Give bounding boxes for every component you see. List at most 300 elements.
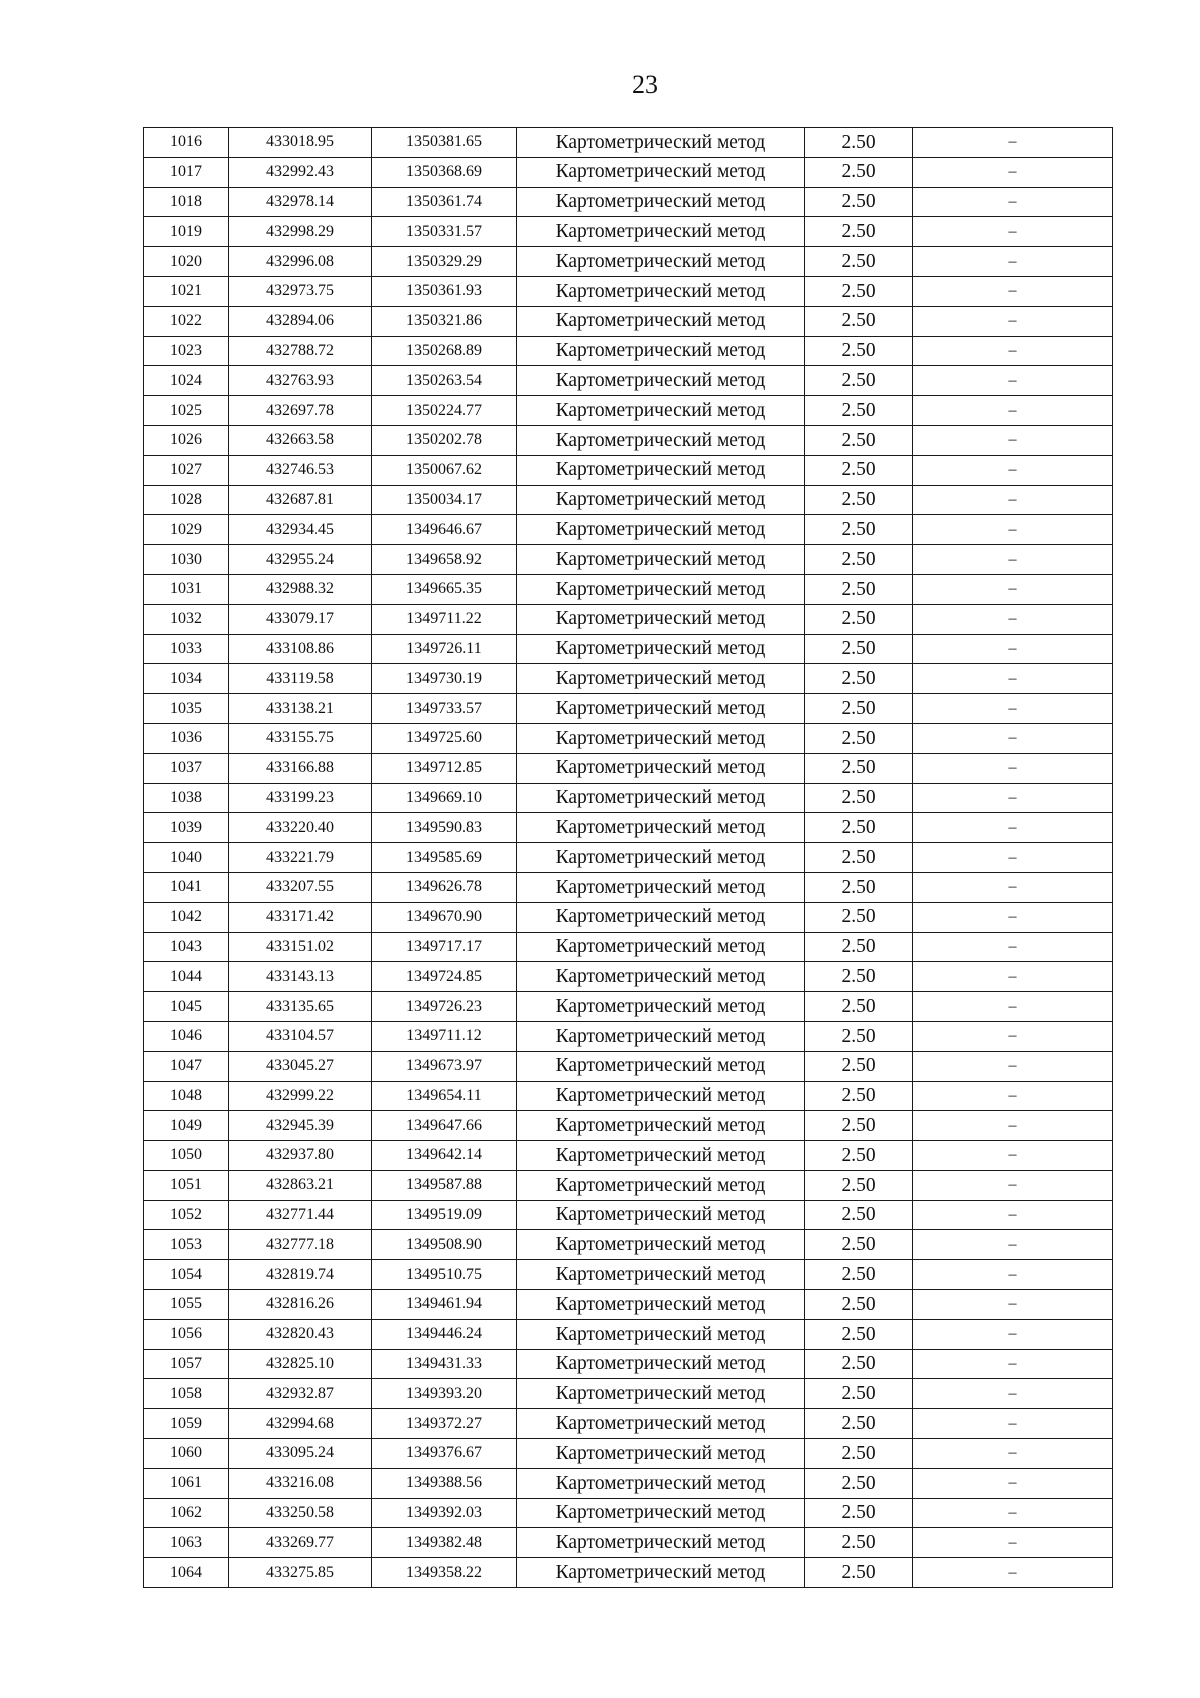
method-cell: Картометрический метод (517, 455, 805, 485)
method-cell: Картометрический метод (517, 962, 805, 992)
method-cell: Картометрический метод (517, 1498, 805, 1528)
table-row (144, 1379, 1113, 1409)
table-row (144, 247, 1113, 277)
x-coordinate-cell: 432771.44 (229, 1200, 372, 1230)
method-cell: Картометрический метод (517, 1051, 805, 1081)
method-cell: Картометрический метод (517, 1081, 805, 1111)
point-number-cell: 1034 (144, 664, 229, 694)
error-value-cell: 2.50 (805, 1409, 913, 1439)
description-cell: – (913, 1349, 1113, 1379)
y-coordinate-cell: 1350224.77 (372, 396, 517, 426)
method-cell: Картометрический метод (517, 545, 805, 575)
description-cell: – (913, 843, 1113, 873)
x-coordinate-cell: 433045.27 (229, 1051, 372, 1081)
y-coordinate-cell: 1349372.27 (372, 1409, 517, 1439)
y-coordinate-cell: 1349669.10 (372, 783, 517, 813)
error-value-cell: 2.50 (805, 843, 913, 873)
table-row (144, 1141, 1113, 1171)
error-value-cell: 2.50 (805, 1528, 913, 1558)
method-cell: Картометрический метод (517, 128, 805, 158)
error-value-cell: 2.50 (805, 723, 913, 753)
x-coordinate-cell: 433018.95 (229, 128, 372, 158)
table-row (144, 1468, 1113, 1498)
method-cell: Картометрический метод (517, 336, 805, 366)
x-coordinate-cell: 433155.75 (229, 723, 372, 753)
table-row (144, 1051, 1113, 1081)
y-coordinate-cell: 1349461.94 (372, 1290, 517, 1320)
description-cell: – (913, 574, 1113, 604)
y-coordinate-cell: 1349590.83 (372, 813, 517, 843)
point-number-cell: 1047 (144, 1051, 229, 1081)
point-number-cell: 1053 (144, 1230, 229, 1260)
x-coordinate-cell: 433221.79 (229, 843, 372, 873)
table-row (144, 813, 1113, 843)
table-row (144, 604, 1113, 634)
table-row (144, 217, 1113, 247)
method-cell: Картометрический метод (517, 783, 805, 813)
method-cell: Картометрический метод (517, 1409, 805, 1439)
y-coordinate-cell: 1349585.69 (372, 843, 517, 873)
x-coordinate-cell: 432999.22 (229, 1081, 372, 1111)
method-cell: Картометрический метод (517, 1468, 805, 1498)
description-cell: – (913, 1111, 1113, 1141)
point-number-cell: 1032 (144, 604, 229, 634)
point-number-cell: 1026 (144, 425, 229, 455)
table-row (144, 1349, 1113, 1379)
table-row (144, 157, 1113, 187)
description-cell: – (913, 1170, 1113, 1200)
error-value-cell: 2.50 (805, 872, 913, 902)
description-cell: – (913, 723, 1113, 753)
error-value-cell: 2.50 (805, 187, 913, 217)
x-coordinate-cell: 432788.72 (229, 336, 372, 366)
description-cell: – (913, 1081, 1113, 1111)
error-value-cell: 2.50 (805, 1260, 913, 1290)
point-number-cell: 1036 (144, 723, 229, 753)
y-coordinate-cell: 1350067.62 (372, 455, 517, 485)
point-number-cell: 1054 (144, 1260, 229, 1290)
point-number-cell: 1040 (144, 843, 229, 873)
method-cell: Картометрический метод (517, 1528, 805, 1558)
error-value-cell: 2.50 (805, 425, 913, 455)
description-cell: – (913, 962, 1113, 992)
method-cell: Картометрический метод (517, 1230, 805, 1260)
y-coordinate-cell: 1349711.22 (372, 604, 517, 634)
description-cell: – (913, 157, 1113, 187)
x-coordinate-cell: 432816.26 (229, 1290, 372, 1320)
description-cell: – (913, 306, 1113, 336)
x-coordinate-cell: 433108.86 (229, 634, 372, 664)
description-cell: – (913, 992, 1113, 1022)
x-coordinate-cell: 432746.53 (229, 455, 372, 485)
y-coordinate-cell: 1350202.78 (372, 425, 517, 455)
method-cell: Картометрический метод (517, 902, 805, 932)
point-number-cell: 1052 (144, 1200, 229, 1230)
error-value-cell: 2.50 (805, 604, 913, 634)
y-coordinate-cell: 1349392.03 (372, 1498, 517, 1528)
method-cell: Картометрический метод (517, 634, 805, 664)
point-number-cell: 1021 (144, 276, 229, 306)
error-value-cell: 2.50 (805, 276, 913, 306)
description-cell: – (913, 455, 1113, 485)
x-coordinate-cell: 432994.68 (229, 1409, 372, 1439)
error-value-cell: 2.50 (805, 157, 913, 187)
error-value-cell: 2.50 (805, 1290, 913, 1320)
error-value-cell: 2.50 (805, 1498, 913, 1528)
method-cell: Картометрический метод (517, 753, 805, 783)
point-number-cell: 1059 (144, 1409, 229, 1439)
point-number-cell: 1042 (144, 902, 229, 932)
error-value-cell: 2.50 (805, 1349, 913, 1379)
point-number-cell: 1028 (144, 485, 229, 515)
point-number-cell: 1023 (144, 336, 229, 366)
y-coordinate-cell: 1349519.09 (372, 1200, 517, 1230)
description-cell: – (913, 694, 1113, 724)
x-coordinate-cell: 432996.08 (229, 247, 372, 277)
x-coordinate-cell: 432894.06 (229, 306, 372, 336)
y-coordinate-cell: 1350368.69 (372, 157, 517, 187)
x-coordinate-cell: 433216.08 (229, 1468, 372, 1498)
description-cell: – (913, 515, 1113, 545)
y-coordinate-cell: 1349358.22 (372, 1558, 517, 1588)
x-coordinate-cell: 433143.13 (229, 962, 372, 992)
error-value-cell: 2.50 (805, 932, 913, 962)
point-number-cell: 1039 (144, 813, 229, 843)
error-value-cell: 2.50 (805, 753, 913, 783)
description-cell: – (913, 217, 1113, 247)
x-coordinate-cell: 433275.85 (229, 1558, 372, 1588)
table-row (144, 1498, 1113, 1528)
point-number-cell: 1051 (144, 1170, 229, 1200)
description-cell: – (913, 396, 1113, 426)
method-cell: Картометрический метод (517, 366, 805, 396)
error-value-cell: 2.50 (805, 1439, 913, 1469)
table-row (144, 1439, 1113, 1469)
method-cell: Картометрический метод (517, 1111, 805, 1141)
point-number-cell: 1017 (144, 157, 229, 187)
point-number-cell: 1035 (144, 694, 229, 724)
error-value-cell: 2.50 (805, 1379, 913, 1409)
point-number-cell: 1045 (144, 992, 229, 1022)
x-coordinate-cell: 432934.45 (229, 515, 372, 545)
x-coordinate-cell: 432932.87 (229, 1379, 372, 1409)
x-coordinate-cell: 432945.39 (229, 1111, 372, 1141)
x-coordinate-cell: 432863.21 (229, 1170, 372, 1200)
method-cell: Картометрический метод (517, 1290, 805, 1320)
error-value-cell: 2.50 (805, 1111, 913, 1141)
error-value-cell: 2.50 (805, 485, 913, 515)
table-row (144, 1021, 1113, 1051)
error-value-cell: 2.50 (805, 783, 913, 813)
y-coordinate-cell: 1350331.57 (372, 217, 517, 247)
method-cell: Картометрический метод (517, 932, 805, 962)
table-row (144, 515, 1113, 545)
x-coordinate-cell: 433079.17 (229, 604, 372, 634)
description-cell: – (913, 485, 1113, 515)
method-cell: Картометрический метод (517, 664, 805, 694)
description-cell: – (913, 664, 1113, 694)
x-coordinate-cell: 432825.10 (229, 1349, 372, 1379)
method-cell: Картометрический метод (517, 813, 805, 843)
table-row (144, 723, 1113, 753)
description-cell: – (913, 753, 1113, 783)
error-value-cell: 2.50 (805, 1558, 913, 1588)
error-value-cell: 2.50 (805, 1468, 913, 1498)
point-number-cell: 1050 (144, 1141, 229, 1171)
method-cell: Картометрический метод (517, 1141, 805, 1171)
point-number-cell: 1046 (144, 1021, 229, 1051)
method-cell: Картометрический метод (517, 485, 805, 515)
x-coordinate-cell: 432663.58 (229, 425, 372, 455)
x-coordinate-cell: 433135.65 (229, 992, 372, 1022)
table-row (144, 902, 1113, 932)
y-coordinate-cell: 1349658.92 (372, 545, 517, 575)
error-value-cell: 2.50 (805, 664, 913, 694)
point-number-cell: 1029 (144, 515, 229, 545)
point-number-cell: 1057 (144, 1349, 229, 1379)
description-cell: – (913, 604, 1113, 634)
point-number-cell: 1024 (144, 366, 229, 396)
x-coordinate-cell: 433207.55 (229, 872, 372, 902)
method-cell: Картометрический метод (517, 276, 805, 306)
point-number-cell: 1049 (144, 1111, 229, 1141)
y-coordinate-cell: 1349646.67 (372, 515, 517, 545)
y-coordinate-cell: 1349510.75 (372, 1260, 517, 1290)
error-value-cell: 2.50 (805, 1170, 913, 1200)
table-row (144, 336, 1113, 366)
method-cell: Картометрический метод (517, 425, 805, 455)
point-number-cell: 1041 (144, 872, 229, 902)
description-cell: – (913, 545, 1113, 575)
method-cell: Картометрический метод (517, 843, 805, 873)
method-cell: Картометрический метод (517, 1260, 805, 1290)
point-number-cell: 1030 (144, 545, 229, 575)
table-row (144, 1230, 1113, 1260)
description-cell: – (913, 1319, 1113, 1349)
table-row (144, 1558, 1113, 1588)
description-cell: – (913, 425, 1113, 455)
method-cell: Картометрический метод (517, 604, 805, 634)
table-row (144, 425, 1113, 455)
y-coordinate-cell: 1349725.60 (372, 723, 517, 753)
page-number: 23 (632, 70, 658, 99)
method-cell: Картометрический метод (517, 1319, 805, 1349)
description-cell: – (913, 1021, 1113, 1051)
y-coordinate-cell: 1349724.85 (372, 962, 517, 992)
x-coordinate-cell: 432988.32 (229, 574, 372, 604)
x-coordinate-cell: 433119.58 (229, 664, 372, 694)
point-number-cell: 1044 (144, 962, 229, 992)
y-coordinate-cell: 1349393.20 (372, 1379, 517, 1409)
x-coordinate-cell: 432937.80 (229, 1141, 372, 1171)
description-cell: – (913, 1230, 1113, 1260)
method-cell: Картометрический метод (517, 247, 805, 277)
y-coordinate-cell: 1349733.57 (372, 694, 517, 724)
method-cell: Картометрический метод (517, 574, 805, 604)
error-value-cell: 2.50 (805, 1021, 913, 1051)
description-cell: – (913, 1290, 1113, 1320)
point-number-cell: 1058 (144, 1379, 229, 1409)
table-row (144, 366, 1113, 396)
y-coordinate-cell: 1350329.29 (372, 247, 517, 277)
x-coordinate-cell: 432998.29 (229, 217, 372, 247)
description-cell: – (913, 1200, 1113, 1230)
x-coordinate-cell: 433269.77 (229, 1528, 372, 1558)
table-row (144, 455, 1113, 485)
description-cell: – (913, 1468, 1113, 1498)
y-coordinate-cell: 1350263.54 (372, 366, 517, 396)
point-number-cell: 1038 (144, 783, 229, 813)
table-row (144, 962, 1113, 992)
table-row (144, 1200, 1113, 1230)
error-value-cell: 2.50 (805, 545, 913, 575)
y-coordinate-cell: 1349587.88 (372, 1170, 517, 1200)
error-value-cell: 2.50 (805, 247, 913, 277)
point-number-cell: 1033 (144, 634, 229, 664)
x-coordinate-cell: 433166.88 (229, 753, 372, 783)
error-value-cell: 2.50 (805, 1319, 913, 1349)
table-row (144, 276, 1113, 306)
point-number-cell: 1056 (144, 1319, 229, 1349)
point-number-cell: 1027 (144, 455, 229, 485)
y-coordinate-cell: 1349431.33 (372, 1349, 517, 1379)
table-row (144, 1111, 1113, 1141)
table-row (144, 753, 1113, 783)
x-coordinate-cell: 432955.24 (229, 545, 372, 575)
error-value-cell: 2.50 (805, 396, 913, 426)
table-row (144, 783, 1113, 813)
error-value-cell: 2.50 (805, 306, 913, 336)
point-number-cell: 1018 (144, 187, 229, 217)
x-coordinate-cell: 433250.58 (229, 1498, 372, 1528)
y-coordinate-cell: 1349665.35 (372, 574, 517, 604)
description-cell: – (913, 276, 1113, 306)
x-coordinate-cell: 433171.42 (229, 902, 372, 932)
error-value-cell: 2.50 (805, 574, 913, 604)
error-value-cell: 2.50 (805, 128, 913, 158)
method-cell: Картометрический метод (517, 872, 805, 902)
description-cell: – (913, 783, 1113, 813)
y-coordinate-cell: 1349712.85 (372, 753, 517, 783)
error-value-cell: 2.50 (805, 1200, 913, 1230)
table-row (144, 634, 1113, 664)
method-cell: Картометрический метод (517, 1379, 805, 1409)
table-row (144, 843, 1113, 873)
table-row (144, 306, 1113, 336)
description-cell: – (913, 1528, 1113, 1558)
y-coordinate-cell: 1349508.90 (372, 1230, 517, 1260)
description-cell: – (913, 902, 1113, 932)
description-cell: – (913, 1498, 1113, 1528)
x-coordinate-cell: 433151.02 (229, 932, 372, 962)
description-cell: – (913, 1141, 1113, 1171)
method-cell: Картометрический метод (517, 306, 805, 336)
point-number-cell: 1019 (144, 217, 229, 247)
y-coordinate-cell: 1350268.89 (372, 336, 517, 366)
point-number-cell: 1048 (144, 1081, 229, 1111)
x-coordinate-cell: 433095.24 (229, 1439, 372, 1469)
y-coordinate-cell: 1349730.19 (372, 664, 517, 694)
table-row (144, 932, 1113, 962)
y-coordinate-cell: 1349670.90 (372, 902, 517, 932)
method-cell: Картометрический метод (517, 187, 805, 217)
table-row (144, 1528, 1113, 1558)
x-coordinate-cell: 432820.43 (229, 1319, 372, 1349)
method-cell: Картометрический метод (517, 157, 805, 187)
x-coordinate-cell: 432819.74 (229, 1260, 372, 1290)
table-row (144, 1170, 1113, 1200)
coordinates-table-body (144, 128, 1113, 1588)
error-value-cell: 2.50 (805, 455, 913, 485)
description-cell: – (913, 1379, 1113, 1409)
description-cell: – (913, 872, 1113, 902)
coordinates-table (143, 127, 1113, 1588)
y-coordinate-cell: 1349647.66 (372, 1111, 517, 1141)
y-coordinate-cell: 1350361.74 (372, 187, 517, 217)
point-number-cell: 1043 (144, 932, 229, 962)
method-cell: Картометрический метод (517, 1558, 805, 1588)
x-coordinate-cell: 432763.93 (229, 366, 372, 396)
x-coordinate-cell: 432697.78 (229, 396, 372, 426)
error-value-cell: 2.50 (805, 366, 913, 396)
y-coordinate-cell: 1349642.14 (372, 1141, 517, 1171)
point-number-cell: 1055 (144, 1290, 229, 1320)
x-coordinate-cell: 432992.43 (229, 157, 372, 187)
table-row (144, 694, 1113, 724)
table-row (144, 1290, 1113, 1320)
description-cell: – (913, 634, 1113, 664)
point-number-cell: 1016 (144, 128, 229, 158)
y-coordinate-cell: 1349446.24 (372, 1319, 517, 1349)
table-row (144, 1409, 1113, 1439)
table-row (144, 545, 1113, 575)
description-cell: – (913, 336, 1113, 366)
point-number-cell: 1061 (144, 1468, 229, 1498)
error-value-cell: 2.50 (805, 1081, 913, 1111)
table-row (144, 872, 1113, 902)
method-cell: Картометрический метод (517, 1170, 805, 1200)
error-value-cell: 2.50 (805, 515, 913, 545)
table-row (144, 1260, 1113, 1290)
y-coordinate-cell: 1350321.86 (372, 306, 517, 336)
method-cell: Картометрический метод (517, 694, 805, 724)
description-cell: – (913, 247, 1113, 277)
method-cell: Картометрический метод (517, 723, 805, 753)
y-coordinate-cell: 1349726.11 (372, 634, 517, 664)
point-number-cell: 1020 (144, 247, 229, 277)
x-coordinate-cell: 432687.81 (229, 485, 372, 515)
point-number-cell: 1037 (144, 753, 229, 783)
description-cell: – (913, 1051, 1113, 1081)
error-value-cell: 2.50 (805, 217, 913, 247)
y-coordinate-cell: 1350034.17 (372, 485, 517, 515)
point-number-cell: 1031 (144, 574, 229, 604)
method-cell: Картометрический метод (517, 1349, 805, 1379)
table-row (144, 485, 1113, 515)
table-row (144, 992, 1113, 1022)
table-row (144, 187, 1113, 217)
x-coordinate-cell: 432978.14 (229, 187, 372, 217)
description-cell: – (913, 1439, 1113, 1469)
table-row (144, 574, 1113, 604)
error-value-cell: 2.50 (805, 336, 913, 366)
error-value-cell: 2.50 (805, 1051, 913, 1081)
y-coordinate-cell: 1350361.93 (372, 276, 517, 306)
y-coordinate-cell: 1350381.65 (372, 128, 517, 158)
x-coordinate-cell: 432973.75 (229, 276, 372, 306)
table-row (144, 128, 1113, 158)
error-value-cell: 2.50 (805, 813, 913, 843)
